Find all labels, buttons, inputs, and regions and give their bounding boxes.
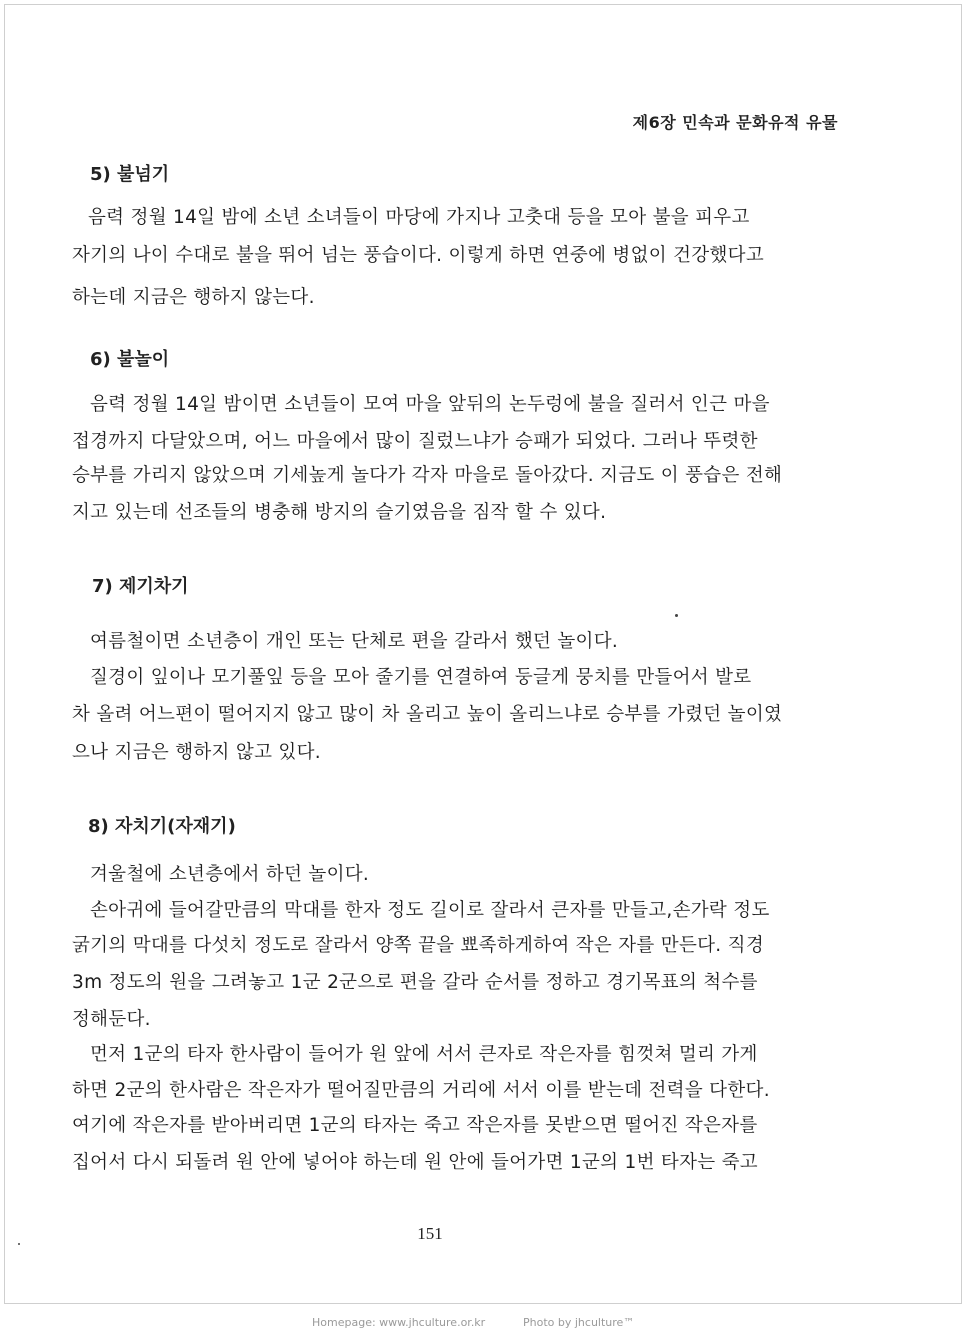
section-heading: 8) 자치기(자재기)	[88, 816, 236, 837]
section-heading: 7) 제기차기	[92, 576, 189, 597]
text-line: 음력 정월 14일 밤이면 소년들이 모여 마을 앞뒤의 논두렁에 불을 질러서 인근 마을	[90, 394, 770, 415]
section-heading: 5) 불넘기	[90, 164, 170, 185]
text-line: 손아귀에 들어갈만큼의 막대를 한자 정도 길이로 잘라서 큰자를 만들고,손가락 정도	[90, 900, 770, 921]
text-line: 차 올려 어느편이 떨어지지 않고 많이 차 올리고 높이 올리느냐로 승부를 가렸던 놀이였	[72, 704, 783, 725]
text-line: 3m 정도의 원을 그려놓고 1군 2군으로 편을 갈라 순서를 정하고 경기목표의 척수를	[72, 972, 758, 993]
scan-speck	[18, 1243, 20, 1245]
text-line: 굵기의 막대를 다섯치 정도로 잘라서 양쪽 끝을 뾰족하게하여 작은 자를 만든다. 직경	[72, 935, 764, 956]
text-line: 집어서 다시 되돌려 원 안에 넣어야 하는데 원 안에 들어가면 1군의 1번 타자는 죽고	[72, 1152, 758, 1173]
scan-speck	[675, 614, 678, 617]
text-line: 승부를 가리지 않았으며 기세높게 놀다가 각자 마을로 돌아갔다. 지금도 이 풍습은 전해	[72, 465, 783, 486]
text-line: 자기의 나이 수대로 불을 뛰어 넘는 풍습이다. 이렇게 하면 연중에 병없이 건강했다고	[72, 245, 764, 266]
text-line: 으나 지금은 행하지 않고 있다.	[72, 742, 321, 763]
watermark-footer	[0, 1314, 968, 1334]
chapter-header: 제6장 민속과 문화유적 유물	[632, 113, 838, 132]
text-line: 정해둔다.	[72, 1009, 151, 1030]
text-line: 하는데 지금은 행하지 않는다.	[72, 287, 315, 308]
text-line: 겨울철에 소년층에서 하던 놀이다.	[90, 864, 370, 885]
text-line: 여름철이면 소년층이 개인 또는 단체로 편을 갈라서 했던 놀이다.	[90, 631, 619, 652]
text-line: 지고 있는데 선조들의 병충해 방지의 슬기였음을 짐작 할 수 있다.	[72, 502, 607, 523]
text-line: 하면 2군의 한사람은 작은자가 떨어질만큼의 거리에 서서 이를 받는데 전력을 다한다.	[72, 1080, 770, 1101]
text-line: 여기에 작은자를 받아버리면 1군의 타자는 죽고 작은자를 못받으면 떨어진 작은자를	[72, 1115, 758, 1136]
text-line: 먼저 1군의 타자 한사람이 들어가 원 앞에 서서 큰자로 작은자를 힘껏쳐 멀리 가게	[90, 1044, 758, 1065]
text-line: 질경이 잎이나 모기풀잎 등을 모아 줄기를 연결하여 둥글게 뭉치를 만들어서 발로	[90, 667, 752, 688]
page-number: 151	[417, 1224, 443, 1243]
homepage-credit: Homepage: www.jhculture.or.kr	[312, 1316, 486, 1329]
text-line: 음력 정월 14일 밤에 소년 소녀들이 마당에 가지나 고춧대 등을 모아 불을 피우고	[88, 207, 750, 228]
photo-credit: Photo by jhculture™	[523, 1316, 635, 1329]
section-heading: 6) 불놀이	[90, 349, 170, 370]
text-line: 접경까지 다달았으며, 어느 마을에서 많이 질렀느냐가 승패가 되었다. 그러나 뚜렷한	[72, 431, 758, 452]
